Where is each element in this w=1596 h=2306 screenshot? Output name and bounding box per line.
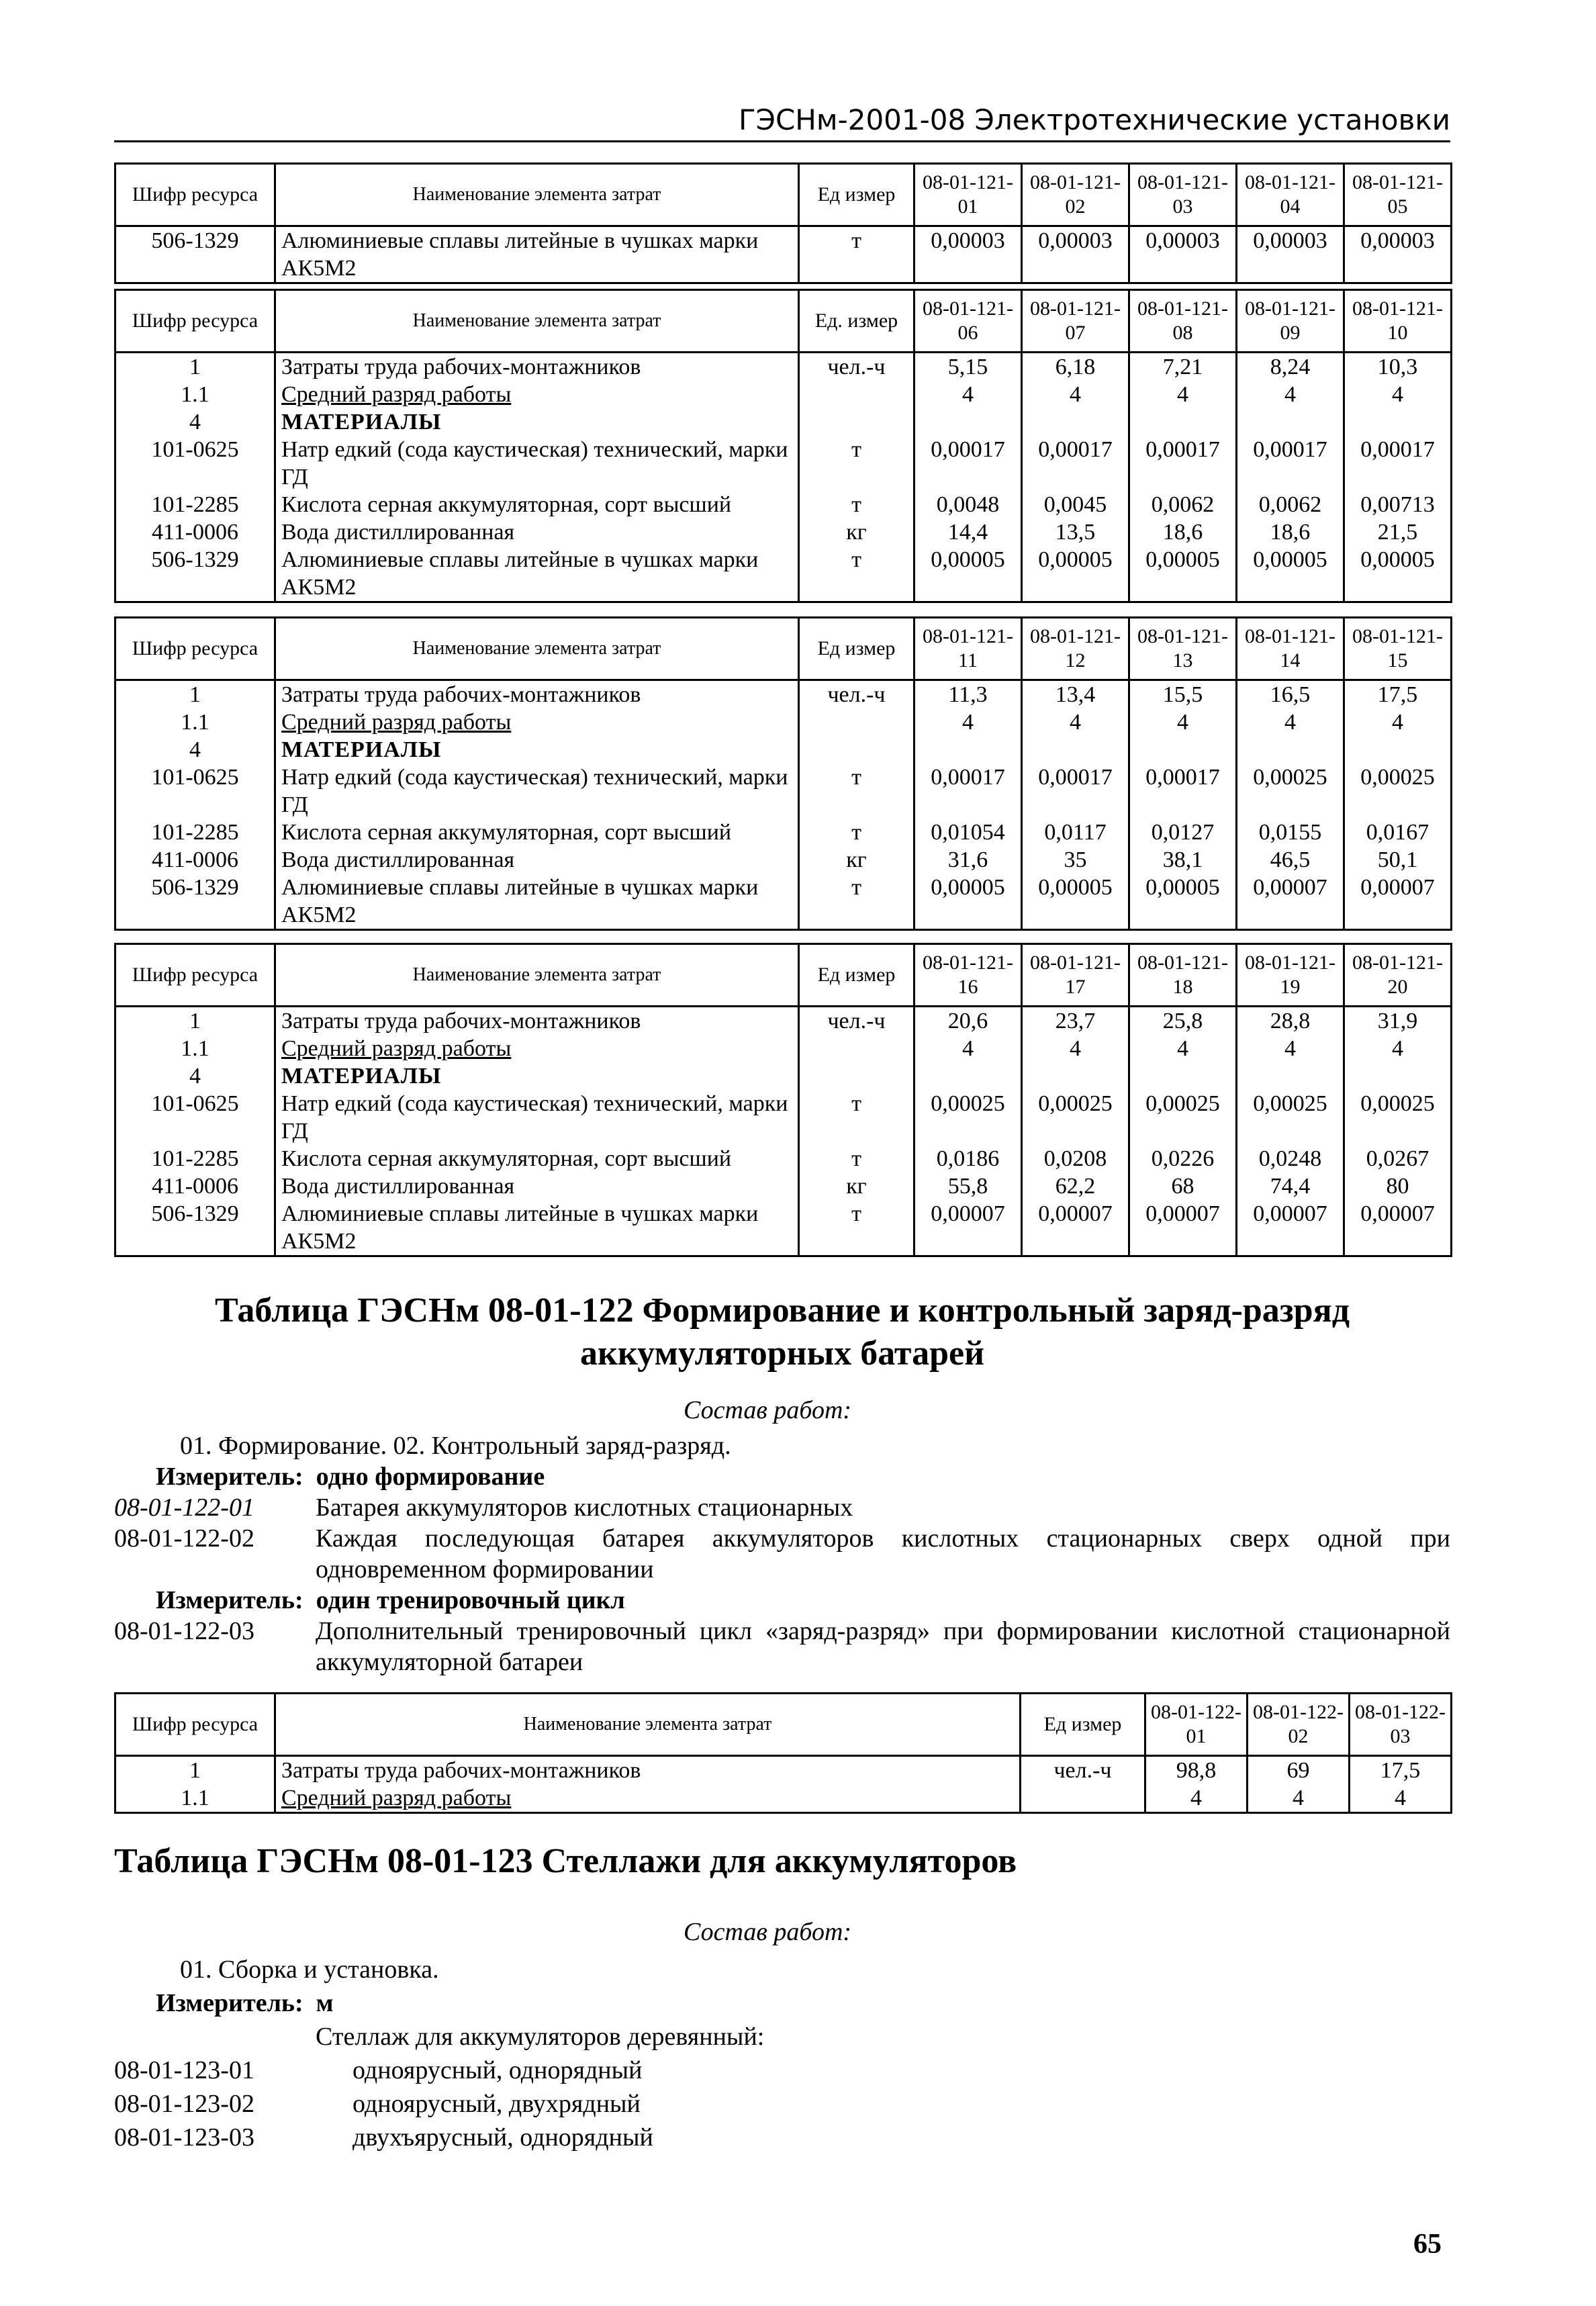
cell-name: Затраты труда рабочих-монтажников bbox=[275, 1007, 799, 1035]
table-row bbox=[115, 1035, 1452, 1062]
cell-unit bbox=[1021, 1784, 1145, 1813]
cell-value: 0,00005 bbox=[914, 874, 1022, 930]
table-row bbox=[115, 708, 1452, 736]
cell-value bbox=[1022, 408, 1129, 436]
cell-value: 35 bbox=[1022, 846, 1129, 874]
header-norm-code: 08-01-121-12 bbox=[1022, 618, 1129, 680]
cell-name: Алюминиевые сплавы литейные в чушках марки АК5М2 bbox=[275, 1200, 799, 1256]
table-row bbox=[115, 1062, 1452, 1090]
cell-value: 0,00017 bbox=[1022, 436, 1129, 491]
cell-code: 1 bbox=[115, 1756, 275, 1785]
header-norm-code: 08-01-121-17 bbox=[1022, 944, 1129, 1007]
table-header-row bbox=[115, 1694, 1452, 1756]
cell-name: Средний разряд работы bbox=[275, 381, 799, 408]
cell-value: 4 bbox=[1344, 1035, 1452, 1062]
cell-value: 0,00005 bbox=[1022, 546, 1129, 602]
resource-table-121-06-10 bbox=[114, 289, 1452, 603]
cell-value: 0,0226 bbox=[1129, 1145, 1237, 1172]
cell-unit: чел.-ч bbox=[799, 1007, 914, 1035]
cell-value: 0,00003 bbox=[1237, 226, 1344, 283]
cell-value: 0,0127 bbox=[1129, 819, 1237, 846]
header-norm-code: 08-01-122-02 bbox=[1248, 1694, 1350, 1756]
table-header-row bbox=[115, 290, 1452, 353]
table-header-row bbox=[115, 164, 1452, 226]
cell-value bbox=[1129, 408, 1237, 436]
table-row bbox=[115, 1172, 1452, 1200]
izmeritel-label: Измеритель: bbox=[156, 1586, 303, 1614]
section-122-izmeritel-1 bbox=[156, 1461, 545, 1492]
cell-value: 0,00025 bbox=[1237, 1090, 1344, 1145]
cell-value: 6,18 bbox=[1022, 353, 1129, 381]
table-row bbox=[115, 381, 1452, 408]
cell-value: 21,5 bbox=[1344, 518, 1452, 546]
cell-unit: т bbox=[799, 819, 914, 846]
table-row bbox=[115, 1007, 1452, 1035]
section-122-works: 01. Формирование. 02. Контрольный заряд-разряд. bbox=[180, 1432, 731, 1460]
cell-value: 4 bbox=[1344, 381, 1452, 408]
table-row bbox=[115, 408, 1452, 436]
cell-value: 0,00007 bbox=[1237, 874, 1344, 930]
norm-item-text: двухъярусный, однорядный bbox=[353, 2123, 653, 2152]
cell-value: 0,00005 bbox=[1344, 546, 1452, 602]
cell-value: 18,6 bbox=[1237, 518, 1344, 546]
cell-value: 0,0062 bbox=[1129, 491, 1237, 518]
cell-name: Затраты труда рабочих-монтажников bbox=[275, 680, 799, 709]
cell-value: 50,1 bbox=[1344, 846, 1452, 874]
cell-name: Затраты труда рабочих-монтажников bbox=[275, 353, 799, 381]
cell-value: 0,00005 bbox=[1237, 546, 1344, 602]
cell-value bbox=[1129, 1062, 1237, 1090]
cell-unit: т bbox=[799, 1145, 914, 1172]
resource-table-121-01-05 bbox=[114, 163, 1452, 284]
cell-value: 0,00005 bbox=[1129, 874, 1237, 930]
cell-name: МАТЕРИАЛЫ bbox=[275, 1062, 799, 1090]
header-unit: Ед измер bbox=[799, 164, 914, 226]
header-norm-code: 08-01-121-06 bbox=[914, 290, 1022, 353]
section-122-title: Таблица ГЭСНм 08-01-122 Формирование и контрольный заряд-разряд аккумуляторных батарей bbox=[214, 1291, 1350, 1373]
norm-item bbox=[114, 1523, 1450, 1585]
cell-value: 0,00017 bbox=[1022, 764, 1129, 819]
cell-code: 101-0625 bbox=[115, 436, 275, 491]
header-code: Шифр ресурса bbox=[115, 164, 275, 226]
cell-value: 98,8 bbox=[1145, 1756, 1248, 1785]
cell-value: 4 bbox=[1022, 381, 1129, 408]
cell-name: Затраты труда рабочих-монтажников bbox=[275, 1756, 1021, 1785]
cell-value: 4 bbox=[1129, 381, 1237, 408]
cell-value: 0,00025 bbox=[1129, 1090, 1237, 1145]
cell-code: 101-0625 bbox=[115, 1090, 275, 1145]
norm-item bbox=[114, 1616, 1450, 1677]
section-122-sostav-label: Состав работ: bbox=[684, 1396, 852, 1424]
header-norm-code: 08-01-122-03 bbox=[1350, 1694, 1452, 1756]
table-row bbox=[115, 1756, 1452, 1785]
cell-value: 0,00007 bbox=[1344, 874, 1452, 930]
cell-value: 55,8 bbox=[914, 1172, 1022, 1200]
cell-name: Натр едкий (сода каустическая) технический, марки ГД bbox=[275, 764, 799, 819]
header-norm-code: 08-01-121-11 bbox=[914, 618, 1022, 680]
header-norm-code: 08-01-121-10 bbox=[1344, 290, 1452, 353]
cell-value: 17,5 bbox=[1344, 680, 1452, 709]
cell-code: 411-0006 bbox=[115, 846, 275, 874]
norm-item-code: 08-01-122-03 bbox=[114, 1617, 254, 1645]
cell-value bbox=[1237, 1062, 1344, 1090]
izmeritel-value: одно формирование bbox=[316, 1463, 545, 1491]
header-name: Наименование элемента затрат bbox=[275, 290, 799, 353]
cell-code: 101-2285 bbox=[115, 1145, 275, 1172]
cell-value: 4 bbox=[1237, 708, 1344, 736]
header-unit: Ед. измер bbox=[799, 290, 914, 353]
cell-unit bbox=[799, 1062, 914, 1090]
cell-value: 17,5 bbox=[1350, 1756, 1452, 1785]
cell-code: 1.1 bbox=[115, 708, 275, 736]
cell-value: 0,0208 bbox=[1022, 1145, 1129, 1172]
table-row bbox=[115, 1090, 1452, 1145]
norm-item-text: Батарея аккумуляторов кислотных стационарных bbox=[316, 1493, 853, 1522]
cell-value: 0,00017 bbox=[1344, 436, 1452, 491]
norm-item-code: 08-01-122-01 bbox=[114, 1493, 254, 1522]
cell-unit: кг bbox=[799, 518, 914, 546]
header-code: Шифр ресурса bbox=[115, 618, 275, 680]
cell-value: 0,00003 bbox=[1344, 226, 1452, 283]
cell-value: 0,00025 bbox=[1237, 764, 1344, 819]
cell-code: 1.1 bbox=[115, 1784, 275, 1813]
cell-value: 4 bbox=[1129, 1035, 1237, 1062]
table-row bbox=[115, 518, 1452, 546]
izmeritel-label: Измеритель: bbox=[156, 1463, 303, 1491]
norm-item-text: одноярусный, двухрядный bbox=[353, 2090, 641, 2118]
cell-unit: т bbox=[799, 1200, 914, 1256]
cell-value: 16,5 bbox=[1237, 680, 1344, 709]
cell-unit: чел.-ч bbox=[799, 680, 914, 709]
cell-value bbox=[914, 408, 1022, 436]
cell-unit: т bbox=[799, 491, 914, 518]
cell-value: 4 bbox=[1022, 708, 1129, 736]
header-norm-code: 08-01-121-15 bbox=[1344, 618, 1452, 680]
table-row bbox=[115, 680, 1452, 709]
cell-value: 68 bbox=[1129, 1172, 1237, 1200]
section-122-izmeritel-2 bbox=[156, 1585, 625, 1616]
cell-value: 10,3 bbox=[1344, 353, 1452, 381]
cell-code: 411-0006 bbox=[115, 1172, 275, 1200]
table-row bbox=[115, 764, 1452, 819]
cell-value: 0,00007 bbox=[1129, 1200, 1237, 1256]
cell-value: 4 bbox=[914, 708, 1022, 736]
norm-item-text: одноярусный, однорядный bbox=[353, 2056, 643, 2084]
running-header bbox=[114, 101, 1450, 142]
section-123-title: Таблица ГЭСНм 08-01-123 Стеллажи для аккумуляторов bbox=[114, 1842, 1017, 1880]
cell-unit: т bbox=[799, 1090, 914, 1145]
cell-code: 4 bbox=[115, 1062, 275, 1090]
cell-value: 69 bbox=[1248, 1756, 1350, 1785]
norm-item-code: 08-01-123-02 bbox=[114, 2090, 254, 2118]
norm-item bbox=[114, 2122, 1450, 2153]
table-row bbox=[115, 874, 1452, 930]
cell-code: 411-0006 bbox=[115, 518, 275, 546]
cell-value: 38,1 bbox=[1129, 846, 1237, 874]
header-norm-code: 08-01-121-01 bbox=[914, 164, 1022, 226]
izmeritel-value: один тренировочный цикл bbox=[316, 1586, 625, 1614]
cell-value: 0,00007 bbox=[1344, 1200, 1452, 1256]
cell-value: 0,00025 bbox=[914, 1090, 1022, 1145]
header-unit: Ед измер bbox=[799, 618, 914, 680]
header-norm-code: 08-01-121-19 bbox=[1237, 944, 1344, 1007]
cell-value: 13,4 bbox=[1022, 680, 1129, 709]
cell-name: Кислота серная аккумуляторная, сорт высший bbox=[275, 819, 799, 846]
cell-code: 4 bbox=[115, 736, 275, 764]
cell-value: 0,00003 bbox=[914, 226, 1022, 283]
cell-value: 0,00003 bbox=[1129, 226, 1237, 283]
cell-name: Средний разряд работы bbox=[275, 1784, 1021, 1813]
cell-value: 0,00025 bbox=[1022, 1090, 1129, 1145]
header-norm-code: 08-01-121-14 bbox=[1237, 618, 1344, 680]
cell-value: 23,7 bbox=[1022, 1007, 1129, 1035]
cell-value: 62,2 bbox=[1022, 1172, 1129, 1200]
header-name: Наименование элемента затрат bbox=[275, 618, 799, 680]
table-row bbox=[115, 846, 1452, 874]
cell-value: 0,00007 bbox=[914, 1200, 1022, 1256]
cell-value: 0,00025 bbox=[1344, 1090, 1452, 1145]
norm-item-code: 08-01-123-01 bbox=[114, 2056, 254, 2084]
cell-value: 0,0167 bbox=[1344, 819, 1452, 846]
table-row bbox=[115, 1200, 1452, 1256]
header-norm-code: 08-01-121-09 bbox=[1237, 290, 1344, 353]
cell-value: 25,8 bbox=[1129, 1007, 1237, 1035]
table-row bbox=[115, 1784, 1452, 1813]
cell-name: МАТЕРИАЛЫ bbox=[275, 408, 799, 436]
cell-name: Алюминиевые сплавы литейные в чушках марки АК5М2 bbox=[275, 546, 799, 602]
header-unit: Ед измер bbox=[799, 944, 914, 1007]
cell-unit: т bbox=[799, 546, 914, 602]
cell-value: 4 bbox=[1248, 1784, 1350, 1813]
cell-name: Вода дистиллированная bbox=[275, 846, 799, 874]
resource-table-121-16-20 bbox=[114, 943, 1452, 1257]
cell-value bbox=[1022, 1062, 1129, 1090]
cell-value bbox=[1237, 408, 1344, 436]
cell-code: 101-2285 bbox=[115, 491, 275, 518]
table-header-row bbox=[115, 618, 1452, 680]
cell-value: 0,00007 bbox=[1022, 1200, 1129, 1256]
cell-unit: чел.-ч bbox=[799, 353, 914, 381]
section-123-works: 01. Сборка и установка. bbox=[180, 1955, 439, 1984]
cell-unit: кг bbox=[799, 846, 914, 874]
norm-item-text: Дополнительный тренировочный цикл «заряд-разряд» при формировании кислотной стационарной аккумуляторной батареи bbox=[316, 1617, 1450, 1676]
cell-value: 0,01054 bbox=[914, 819, 1022, 846]
cell-name: Кислота серная аккумуляторная, сорт высший bbox=[275, 491, 799, 518]
cell-value bbox=[914, 736, 1022, 764]
cell-unit: т bbox=[799, 764, 914, 819]
header-name: Наименование элемента затрат bbox=[275, 1694, 1021, 1756]
cell-code: 101-2285 bbox=[115, 819, 275, 846]
cell-code: 4 bbox=[115, 408, 275, 436]
cell-value: 0,00005 bbox=[1022, 874, 1129, 930]
cell-name: Вода дистиллированная bbox=[275, 518, 799, 546]
cell-value: 80 bbox=[1344, 1172, 1452, 1200]
cell-value: 0,00007 bbox=[1237, 1200, 1344, 1256]
section-123-sostav-label: Состав работ: bbox=[684, 1918, 852, 1946]
cell-value: 74,4 bbox=[1237, 1172, 1344, 1200]
cell-unit: чел.-ч bbox=[1021, 1756, 1145, 1785]
cell-value: 15,5 bbox=[1129, 680, 1237, 709]
cell-value: 0,00713 bbox=[1344, 491, 1452, 518]
cell-value: 0,0186 bbox=[914, 1145, 1022, 1172]
header-norm-code: 08-01-121-07 bbox=[1022, 290, 1129, 353]
cell-value: 31,6 bbox=[914, 846, 1022, 874]
cell-value: 28,8 bbox=[1237, 1007, 1344, 1035]
cell-value: 4 bbox=[1022, 1035, 1129, 1062]
header-norm-code: 08-01-121-05 bbox=[1344, 164, 1452, 226]
table-row bbox=[115, 819, 1452, 846]
table-row bbox=[115, 436, 1452, 491]
cell-value: 13,5 bbox=[1022, 518, 1129, 546]
cell-value: 4 bbox=[1237, 1035, 1344, 1062]
cell-value: 0,00025 bbox=[1344, 764, 1452, 819]
cell-unit bbox=[799, 381, 914, 408]
cell-code: 1 bbox=[115, 353, 275, 381]
cell-value: 4 bbox=[1344, 708, 1452, 736]
cell-value: 0,00017 bbox=[1129, 436, 1237, 491]
cell-code: 1.1 bbox=[115, 1035, 275, 1062]
cell-unit bbox=[799, 736, 914, 764]
table-row bbox=[115, 546, 1452, 602]
cell-unit bbox=[799, 708, 914, 736]
izmeritel-label: Измеритель: bbox=[156, 1989, 303, 2017]
cell-value: 20,6 bbox=[914, 1007, 1022, 1035]
cell-value: 0,00005 bbox=[914, 546, 1022, 602]
cell-value: 0,00005 bbox=[1129, 546, 1237, 602]
cell-code: 506-1329 bbox=[115, 874, 275, 930]
norm-item-code: 08-01-123-03 bbox=[114, 2123, 254, 2152]
cell-value: 4 bbox=[1145, 1784, 1248, 1813]
header-code: Шифр ресурса bbox=[115, 290, 275, 353]
header-name: Наименование элемента затрат bbox=[275, 164, 799, 226]
table-row bbox=[115, 353, 1452, 381]
norm-item bbox=[114, 1492, 1450, 1523]
cell-name: Алюминиевые сплавы литейные в чушках марки АК5М2 bbox=[275, 226, 799, 283]
header-code: Шифр ресурса bbox=[115, 1694, 275, 1756]
header-norm-code: 08-01-121-16 bbox=[914, 944, 1022, 1007]
cell-unit bbox=[799, 408, 914, 436]
cell-value: 4 bbox=[914, 381, 1022, 408]
cell-unit: кг bbox=[799, 1172, 914, 1200]
cell-value bbox=[1022, 736, 1129, 764]
resource-table-122 bbox=[114, 1692, 1452, 1814]
cell-value: 0,00017 bbox=[1237, 436, 1344, 491]
table-row bbox=[115, 736, 1452, 764]
header-code: Шифр ресурса bbox=[115, 944, 275, 1007]
header-norm-code: 08-01-121-02 bbox=[1022, 164, 1129, 226]
running-header-title: ГЭСНм-2001-08 Электротехнические установки bbox=[739, 103, 1450, 136]
cell-unit bbox=[799, 1035, 914, 1062]
cell-unit: т bbox=[799, 874, 914, 930]
cell-value bbox=[1344, 408, 1452, 436]
cell-value: 0,0117 bbox=[1022, 819, 1129, 846]
cell-unit: т bbox=[799, 436, 914, 491]
cell-name: Средний разряд работы bbox=[275, 1035, 799, 1062]
table-row bbox=[115, 1145, 1452, 1172]
header-norm-code: 08-01-121-13 bbox=[1129, 618, 1237, 680]
header-norm-code: 08-01-121-08 bbox=[1129, 290, 1237, 353]
cell-code: 101-0625 bbox=[115, 764, 275, 819]
cell-code: 506-1329 bbox=[115, 226, 275, 283]
cell-value: 4 bbox=[1237, 381, 1344, 408]
cell-value: 0,00003 bbox=[1022, 226, 1129, 283]
table-row bbox=[115, 491, 1452, 518]
cell-name: Кислота серная аккумуляторная, сорт высший bbox=[275, 1145, 799, 1172]
cell-code: 1 bbox=[115, 680, 275, 709]
cell-value bbox=[1344, 1062, 1452, 1090]
cell-value: 0,0045 bbox=[1022, 491, 1129, 518]
cell-value: 0,00017 bbox=[1129, 764, 1237, 819]
cell-value bbox=[1237, 736, 1344, 764]
cell-value: 4 bbox=[1129, 708, 1237, 736]
cell-value: 46,5 bbox=[1237, 846, 1344, 874]
header-norm-code: 08-01-121-18 bbox=[1129, 944, 1237, 1007]
cell-value: 14,4 bbox=[914, 518, 1022, 546]
header-norm-code: 08-01-121-04 bbox=[1237, 164, 1344, 226]
cell-value bbox=[1344, 736, 1452, 764]
norm-item-code: 08-01-122-02 bbox=[114, 1524, 254, 1553]
cell-unit: т bbox=[799, 226, 914, 283]
cell-value: 11,3 bbox=[914, 680, 1022, 709]
cell-value bbox=[914, 1062, 1022, 1090]
cell-name: Вода дистиллированная bbox=[275, 1172, 799, 1200]
norm-item-text: Каждая последующая батарея аккумуляторов кислотных стационарных сверх одной при одновременном формировании bbox=[316, 1524, 1450, 1583]
cell-value: 0,00017 bbox=[914, 764, 1022, 819]
section-123-izmeritel bbox=[156, 1988, 334, 2019]
header-norm-code: 08-01-121-20 bbox=[1344, 944, 1452, 1007]
header-norm-code: 08-01-122-01 bbox=[1145, 1694, 1248, 1756]
cell-name: Натр едкий (сода каустическая) технический, марки ГД bbox=[275, 1090, 799, 1145]
cell-value: 18,6 bbox=[1129, 518, 1237, 546]
norm-item bbox=[114, 2055, 1450, 2086]
header-unit: Ед измер bbox=[1021, 1694, 1145, 1756]
cell-value: 8,24 bbox=[1237, 353, 1344, 381]
cell-value: 0,0267 bbox=[1344, 1145, 1452, 1172]
cell-value: 7,21 bbox=[1129, 353, 1237, 381]
cell-name: Средний разряд работы bbox=[275, 708, 799, 736]
table-header-row bbox=[115, 944, 1452, 1007]
cell-value: 0,0062 bbox=[1237, 491, 1344, 518]
izmeritel-value: м bbox=[316, 1989, 334, 2017]
cell-value: 4 bbox=[1350, 1784, 1452, 1813]
cell-name: Натр едкий (сода каустическая) технический, марки ГД bbox=[275, 436, 799, 491]
cell-value: 4 bbox=[914, 1035, 1022, 1062]
cell-code: 506-1329 bbox=[115, 1200, 275, 1256]
cell-value: 0,0048 bbox=[914, 491, 1022, 518]
cell-value: 31,9 bbox=[1344, 1007, 1452, 1035]
table-row bbox=[115, 226, 1452, 283]
cell-value bbox=[1129, 736, 1237, 764]
cell-name: МАТЕРИАЛЫ bbox=[275, 736, 799, 764]
cell-code: 1.1 bbox=[115, 381, 275, 408]
cell-code: 506-1329 bbox=[115, 546, 275, 602]
norm-item bbox=[114, 2088, 1450, 2119]
cell-name: Алюминиевые сплавы литейные в чушках марки АК5М2 bbox=[275, 874, 799, 930]
resource-table-121-11-15 bbox=[114, 616, 1452, 931]
page-number: 65 bbox=[1413, 2229, 1442, 2260]
cell-value: 0,0248 bbox=[1237, 1145, 1344, 1172]
cell-code: 1 bbox=[115, 1007, 275, 1035]
cell-value: 0,00017 bbox=[914, 436, 1022, 491]
section-123-group: Стеллаж для аккумуляторов деревянный: bbox=[316, 2023, 765, 2051]
cell-value: 0,0155 bbox=[1237, 819, 1344, 846]
header-norm-code: 08-01-121-03 bbox=[1129, 164, 1237, 226]
cell-value: 5,15 bbox=[914, 353, 1022, 381]
header-name: Наименование элемента затрат bbox=[275, 944, 799, 1007]
